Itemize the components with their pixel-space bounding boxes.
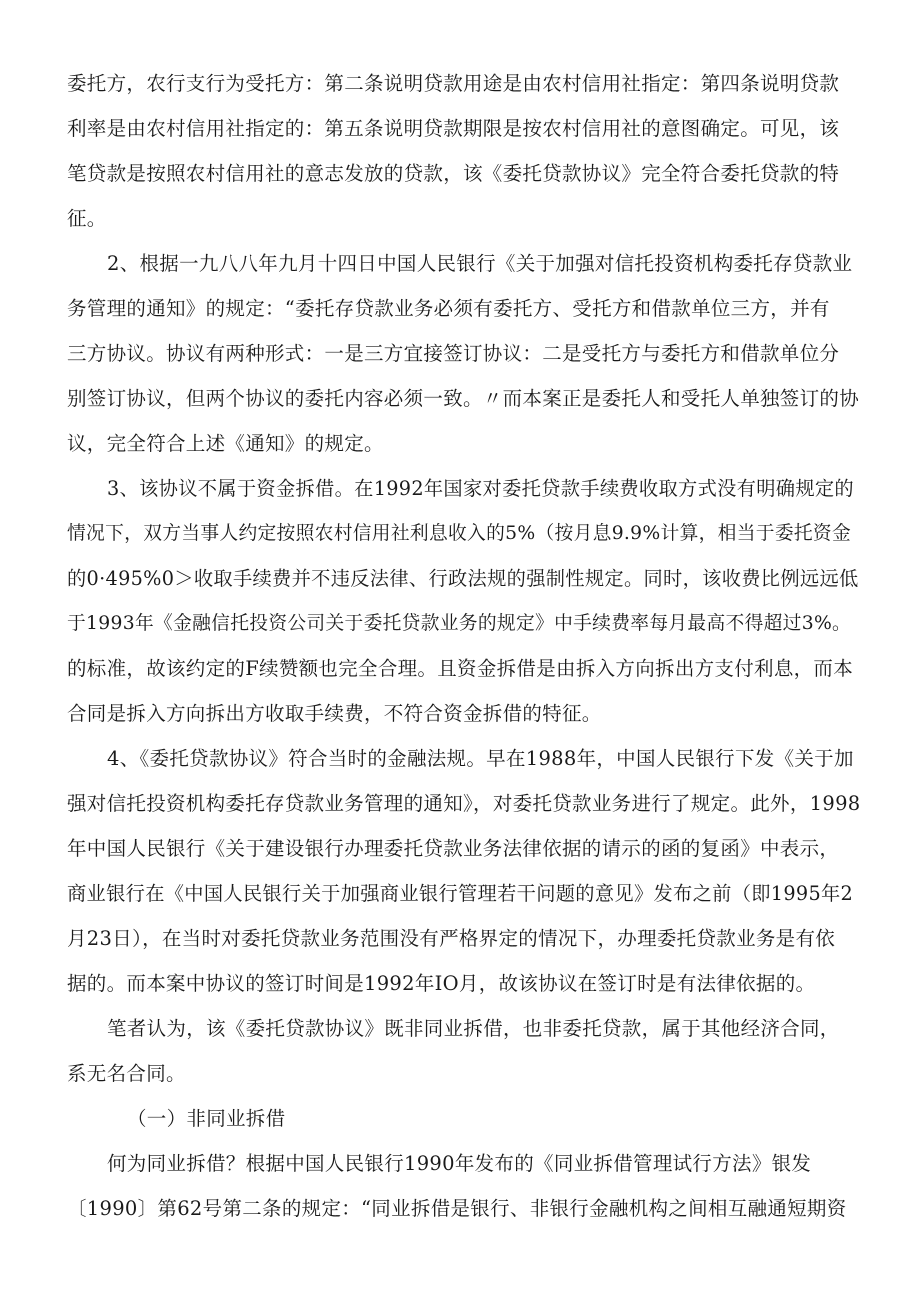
text-line: 于1993年《金融信托投资公司关于委托贷款业务的规定》中手续费率每月最高不得超过3%。 bbox=[67, 613, 852, 634]
text-line: 委托方，农行支行为受托方：第二条说明贷款用途是由农村信用社指定：第四条说明贷款 bbox=[67, 72, 840, 95]
text-line: 3、该协议不属于资金拆借。在1992年国家对委托贷款手续费收取方式没有明确规定的 bbox=[107, 477, 854, 500]
text-line: 据的。而本案中协议的签订时间是1992年IO月，故该协议在签订时是有法律依据的。 bbox=[67, 972, 816, 995]
text-line: 何为同业拆借？根据中国人民银行1990年发布的《同业拆借管理试行方法》银发 bbox=[107, 1152, 812, 1175]
text-line: 月23日），在当时对委托贷款业务范围没有严格界定的情况下，办理委托贷款业务是有依 bbox=[67, 927, 836, 950]
text-line: 强对信托投资机构委托存贷款业务管理的通知》，对委托贷款业务进行了规定。此外，1998 bbox=[67, 792, 861, 815]
text-line: 笔者认为，该《委托贷款协议》既非同业拆借，也非委托贷款，属于其他经济合同， bbox=[107, 1017, 840, 1040]
text-line: 三方协议。协议有两种形式：一是三方宜接签订协议：二是受托方与委托方和借款单位分 bbox=[67, 342, 840, 365]
text-line: 商业银行在《中国人民银行关于加强商业银行管理若干问题的意见》发布之前（即1995年2 bbox=[67, 882, 854, 905]
section-heading: （一）非同业拆借 bbox=[127, 1107, 286, 1130]
text-line: 征。 bbox=[67, 207, 107, 230]
text-line: 别签订协议，但两个协议的委托内容必须一致。〃而本案正是委托人和受托人单独签订的协 bbox=[67, 387, 860, 410]
text-line: 4、《委托贷款协议》符合当时的金融法规。早在1988年，中国人民银行下发《关于加 bbox=[107, 747, 854, 770]
text-line: 笔贷款是按照农村信用社的意志发放的贷款，该《委托贷款协议》完全符合委托贷款的特 bbox=[67, 162, 840, 185]
text-line: 2、根据一九八八年九月十四日中国人民银行《关于加强对信托投资机构委托存贷款业 bbox=[107, 252, 853, 275]
text-line: 的标准，故该约定的F续赞额也完全合理。且资金拆借是由拆入方向拆出方支付利息，而本 bbox=[67, 657, 854, 680]
text-line: 利率是由农村信用社指定的：第五条说明贷款期限是按农村信用社的意图确定。可见，该 bbox=[67, 117, 840, 140]
text-line: 务管理的通知》的规定：“委托存贷款业务必须有委托方、受托方和借款单位三方，并有 bbox=[67, 297, 830, 320]
text-line: 合同是拆入方向拆出方收取手续费，不符合资金拆借的特征。 bbox=[67, 702, 602, 725]
text-line: 的0·495%0＞收取手续费并不违反法律、行政法规的强制性规定。同时，该收费比例远远低 bbox=[67, 567, 859, 590]
text-line: 情况下，双方当事人约定按照农村信用社利息收入的5%（按月息9.9%计算，相当于委托资金 bbox=[67, 523, 852, 544]
text-line: 系无名合同。 bbox=[67, 1062, 186, 1085]
text-line: 议，完全符合上述《通知》的规定。 bbox=[67, 432, 384, 455]
text-line: 年中国人民银行《关于建设银行办理委托贷款业务法律依据的请示的函的复函》中表示， bbox=[67, 837, 840, 860]
text-line: 〔1990〕第62号第二条的规定：“同业拆借是银行、非银行金融机构之间相互融通短期资 bbox=[67, 1197, 847, 1220]
